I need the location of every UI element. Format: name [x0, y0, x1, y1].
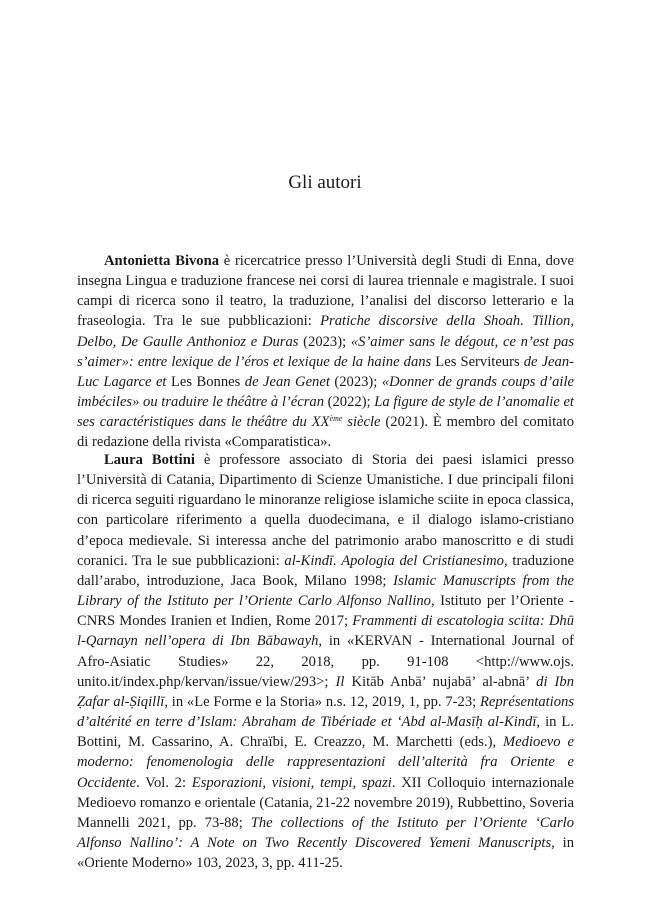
bio-text: , in L. Bottini, M. Cassarino, A. Chraïbi, E. Creazzo, M. Marchetti (eds.), — [77, 714, 574, 751]
bio-text: , in «Le Forme e la Storia» n.s. 12, 2019, 1, pp. 7-23; — [164, 693, 480, 710]
publication-title: siècle — [342, 414, 381, 431]
bio-text: è ricercatrice presso l’Università degli Studi di Enna, dove insegna Lingua e traduzione francese nei corsi di laurea triennale e magistrale. I suoi campi di ricerca sono il teatro, la traduzione, l’analisi del discorso letterario e la fraseologia. Tra le sue pubblicazioni: — [77, 253, 575, 330]
bio-text: Kitāb Anbā’ nujabā’ al-abnā’ — [344, 673, 537, 690]
bio-text: . XII Colloquio internazionale Medioevo romanzo e orientale (Catania, 21-22 novembre 2019), Rubbettino, Soveria Mannelli 2021, pp. 73-88; — [77, 774, 575, 831]
author-name: Laura Bottini — [104, 452, 195, 468]
publication-title: La figure de style de l’anomalie et ses caractéristiques dans le théâtre du XX — [77, 394, 574, 431]
publication-title: «S’aimer sans le dégout, ce n’est pas s’aimer»: entre lexique de l’éros et lexique de la haine dans — [77, 333, 575, 370]
page-title: Gli autori — [288, 172, 362, 193]
publication-title: Il — [335, 673, 345, 690]
bio-text: , in «Oriente Moderno» 103, 2023, 3, pp. 411-25. — [77, 834, 574, 872]
bio-text: (2023); — [329, 373, 382, 390]
bio-text: , traduzione dall’arabo, introduzione, Jaca Book, Milano 1998; — [77, 552, 574, 589]
publication-title: de Jean Genet — [244, 373, 330, 390]
bio-paragraph — [77, 450, 574, 873]
bio-text: è professore associato di Storia dei paesi islamici presso l’Università di Catania, Dipartimento di Scienze Umanistiche. I due principali filoni di ricerca seguiti riguardano le minoranze religiose islamiche sciite in epoca classica, con particolare riferimento a quella duodecimana, e il dialogo islamo-cristiano d’epoca medievale. Si interessa anche del patrimonio arabo manoscritto e di studi coranici. Tra le sue pubblicazioni: — [77, 452, 574, 569]
publication-title: al-Kindī. Apologia del Cristianesimo — [284, 552, 504, 569]
publication-title: Frammenti di escatologia sciita: Dhū l-Qarnayn nell’opera di Ibn Bābawayh — [77, 613, 574, 650]
bio-text: Les Serviteurs — [431, 353, 524, 370]
superscript: ème — [329, 414, 343, 424]
author-bio-bivona — [77, 251, 574, 453]
publication-title: di Ibn Ẓafar al-Ṣiqillī — [77, 673, 575, 710]
bio-text: (2023); — [298, 333, 351, 350]
bio-text: Les Bonnes — [166, 373, 245, 390]
publication-title: de Jean-Luc Lagarce et — [77, 353, 574, 390]
publication-title: Représentations d’altérité en terre d’Islam: Abraham de Tibériade et ‘Abd al-Masīḥ al-Kindī — [77, 693, 575, 731]
bio-text: (2021). È membro del comitato di redazione della rivista «Comparatistica». — [77, 414, 574, 451]
bio-text: , in «KERVAN - International Journal of Afro-Asiatic Studies» 22, 2018, pp. 91-108 <http://www.ojs. unito.it/index.php/kervan/issue/view/293>; — [77, 633, 574, 690]
bio-text: , Istituto per l’Oriente - CNRS Mondes Iranien et Indien, Rome 2017; — [77, 593, 574, 630]
bio-text: . Vol. 2: — [136, 774, 192, 791]
bio-paragraph — [77, 251, 574, 453]
publication-title: Islamic Manuscripts from the Library of the Istituto per l’Oriente Carlo Alfonso Nallino — [77, 572, 574, 610]
publication-title: «Donner de grands coups d’aile imbéciles» ou traduire le théâtre à l’écran — [77, 373, 575, 411]
bio-text: (2022); — [324, 394, 375, 411]
publication-title: The collections of the Istituto per l’Oriente ‘Carlo Alfonso Nallino’: A Note on Two Recently Discovered Yemeni Manuscripts — [77, 814, 574, 851]
publication-title: Esporazioni, visioni, tempi, spazi — [191, 774, 392, 791]
author-name: Antonietta Bivona — [104, 253, 220, 269]
publication-title: Medioevo e moderno: fenomenologia delle rappresentazioni dell’alterità fra Oriente e Occidente — [77, 734, 574, 791]
author-bio-bottini — [77, 450, 574, 873]
publication-title: Pratiche discorsive della Shoah. Tillion, Delbo, De Gaulle Anthonioz e Duras — [77, 313, 574, 350]
